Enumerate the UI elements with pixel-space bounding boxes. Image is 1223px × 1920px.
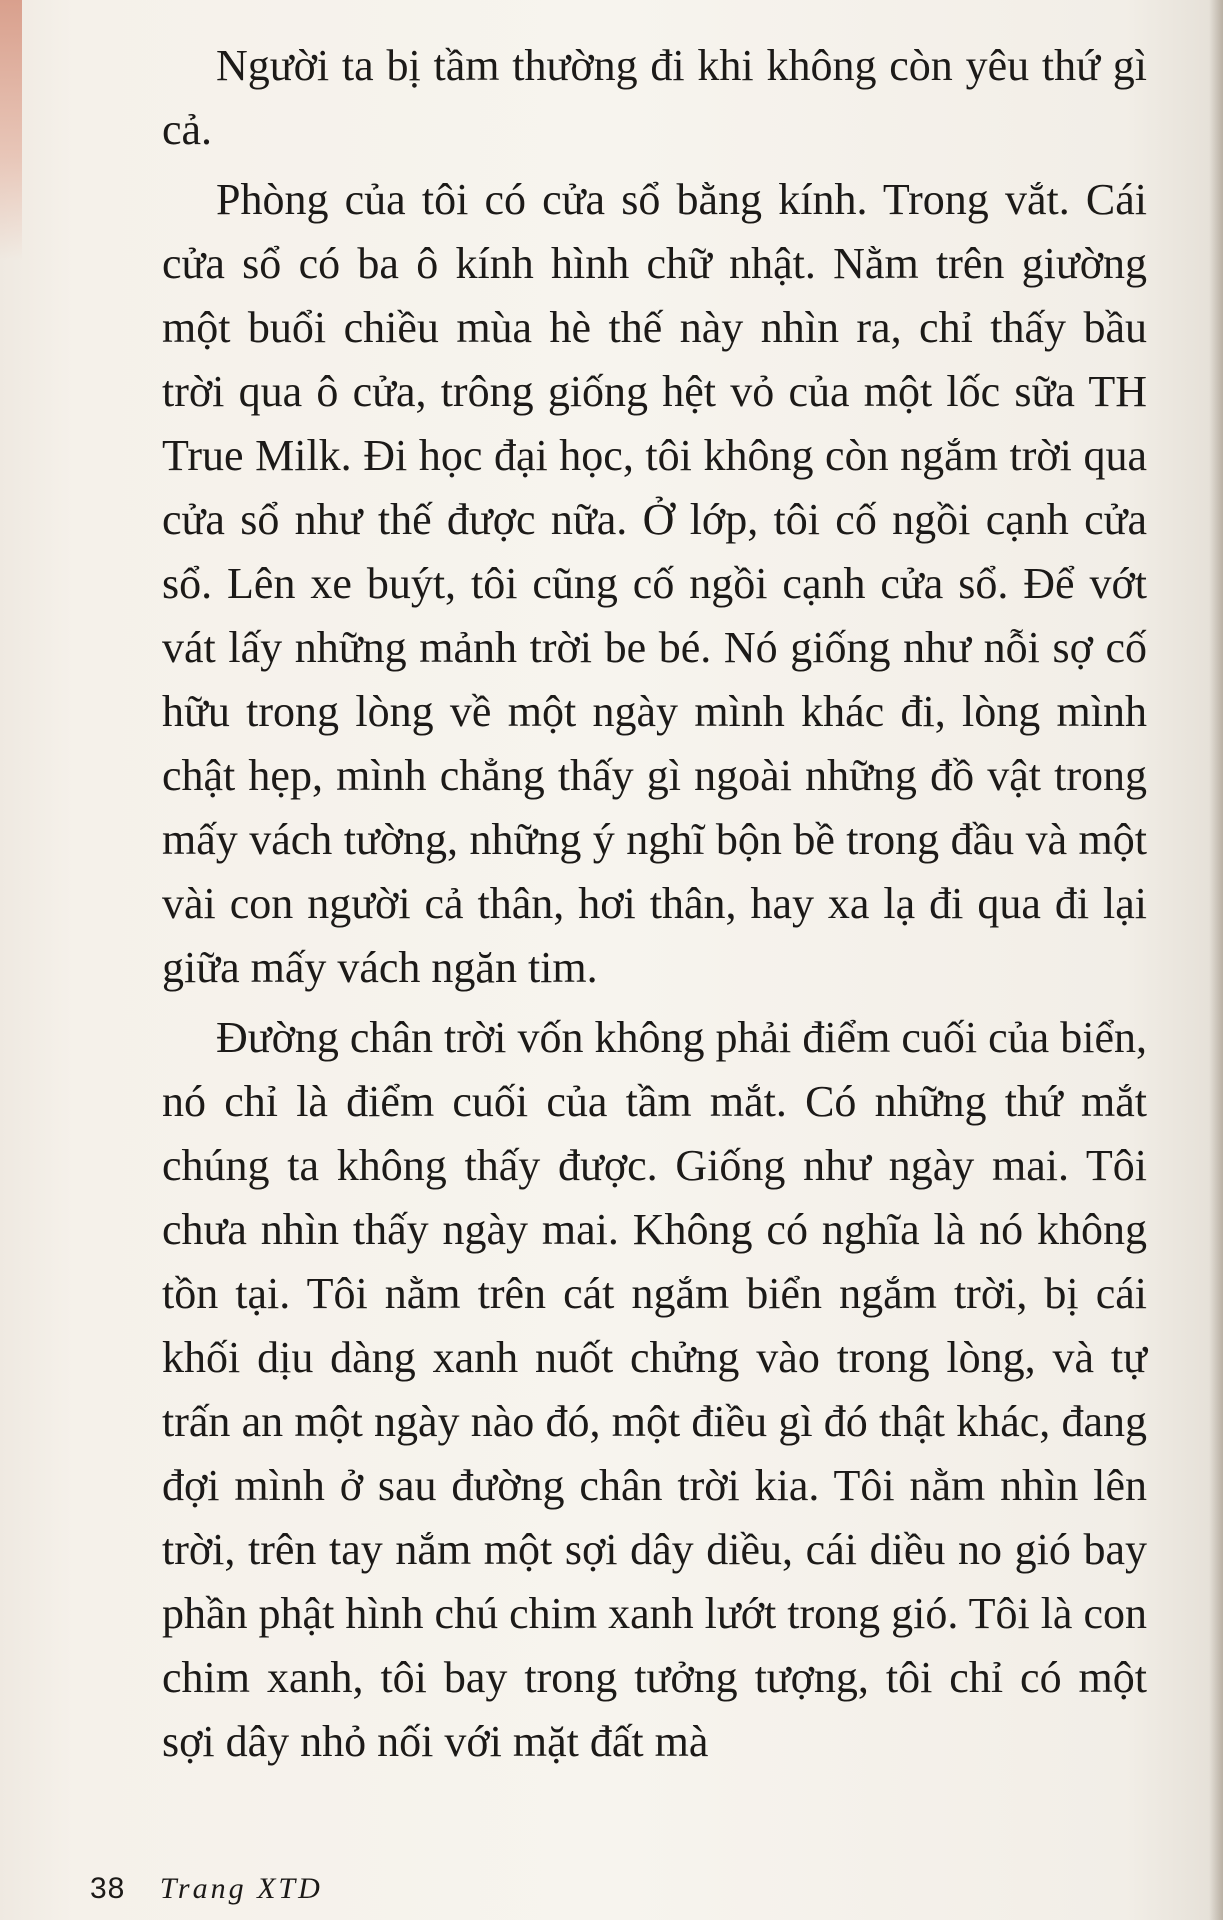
page-edge-right [1209, 0, 1223, 1920]
paragraph-2: Phòng của tôi có cửa sổ bằng kính. Trong vắt. Cái cửa sổ có ba ô kính hình chữ nhật. Nằm trên giường một buổi chiều mùa hè thế này nhìn ra, chỉ thấy bầu trời qua ô cửa, trông giống hệt vỏ của một lốc sữa TH True Milk. Đi học đại học, tôi không còn ngắm trời qua cửa sổ như thế được nữa. Ở lớp, tôi cố ngồi cạnh cửa sổ. Lên xe buýt, tôi cũng cố ngồi cạnh cửa sổ. Để vớt vát lấy những mảnh trời be bé. Nó giống như nỗi sợ cố hữu trong lòng về một ngày mình khác đi, lòng mình chật hẹp, mình chẳng thấy gì ngoài những đồ vật trong mấy vách tường, những ý nghĩ bộn bề trong đầu và một vài con người cả thân, hơi thân, hay xa lạ đi qua đi lại giữa mấy vách ngăn tim. [162, 175, 1147, 992]
body-text [162, 34, 1147, 1780]
page-edge-left [0, 0, 22, 260]
running-title: Trang XTD [159, 1872, 323, 1905]
page-footer [90, 1872, 323, 1906]
page-number: 38 [90, 1872, 126, 1905]
paragraph-1: Người ta bị tầm thường đi khi không còn yêu thứ gì cả. [162, 41, 1147, 154]
paragraph-3: Đường chân trời vốn không phải điểm cuối của biển, nó chỉ là điểm cuối của tầm mắt. Có những thứ mắt chúng ta không thấy được. Giống như ngày mai. Tôi chưa nhìn thấy ngày mai. Không có nghĩa là nó không tồn tại. Tôi nằm trên cát ngắm biển ngắm trời, bị cái khối dịu dàng xanh nuốt chửng vào trong lòng, và tự trấn an một ngày nào đó, một điều gì đó thật khác, đang đợi mình ở sau đường chân trời kia. Tôi nằm nhìn lên trời, trên tay nắm một sợi dây diều, cái diều no gió bay phần phật hình chú chim xanh lướt trong gió. Tôi là con chim xanh, tôi bay trong tưởng tượng, tôi chỉ có một sợi dây nhỏ nối với mặt đất mà [162, 1013, 1147, 1766]
